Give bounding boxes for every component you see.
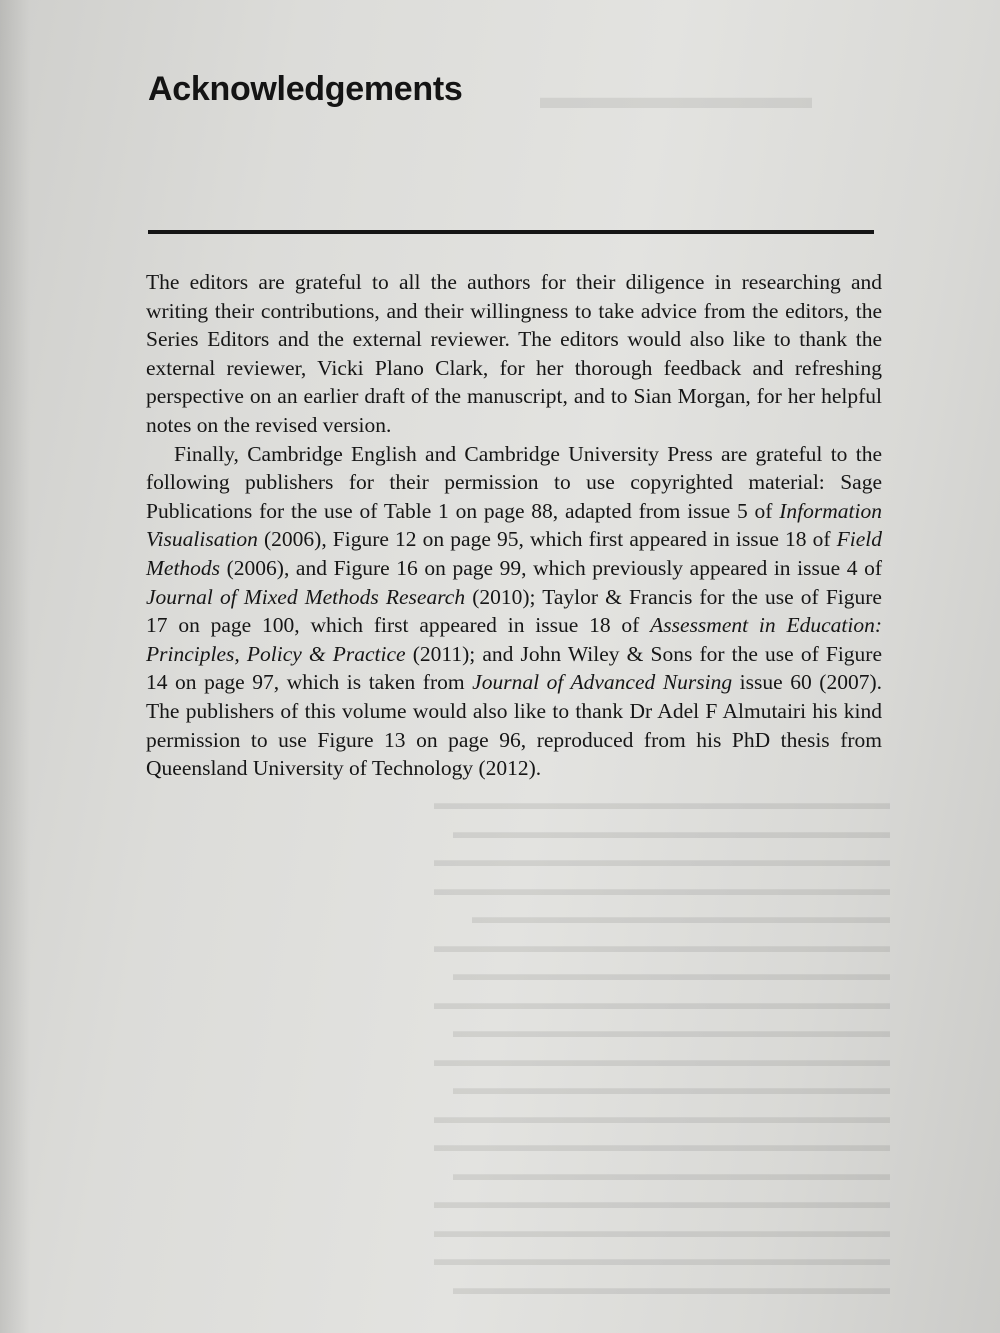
text-run: (2006), Figure 12 on page 95, which first appeared in issue 18 of [257,527,837,552]
publication-title: Information Visualisation [146,498,882,552]
text-run: issue 60 (2007). The publishers of this volume would also like to thank Dr Adel F Almutairi his kind permission to use Figure 13 on page 96, reproduced from his PhD thesis from Queensland University of Technology (2012). [146,670,882,781]
acknowledgements-body [146,268,882,783]
publication-title: Assessment in Education: Principles, Policy & Practice [146,613,882,666]
text-run: The editors are grateful to all the authors for their diligence in researching and writing their contributions, and their willingness to take advice from the editors, the Series Editors and the external reviewer. The editors would also like to thank the external reviewer, Vicki Plano Clark, for her thorough feedback and refreshing perspective on an earlier draft of the manuscript, and to Sian Morgan, for her helpful notes on the revised version. [146,270,882,437]
show-through-heading: ▬▬▬▬▬▬▬▬ [540,78,812,116]
publication-title: Journal of Mixed Methods Research [146,584,466,609]
binding-shadow [0,0,30,1333]
text-run: (2010); Taylor & Francis for the use of Figure 17 on page 100, which first appeared in issue 18 of [146,584,882,638]
publication-title: Journal of Advanced Nursing [472,670,733,695]
heading-rule [148,230,874,234]
paragraph-2 [146,440,882,783]
text-run: (2011); and John Wiley & Sons for the use of Figure 14 on page 97, which is taken from [146,641,882,695]
show-through-text: ▬▬▬▬▬▬▬▬▬▬▬▬▬▬▬▬▬▬▬▬▬▬▬▬ ▬▬▬▬▬▬▬▬▬▬▬▬▬▬▬▬▬▬▬▬▬▬▬ ▬▬▬▬▬▬▬▬▬▬▬▬▬▬▬▬▬▬▬▬▬▬▬▬ ▬▬▬▬▬▬▬▬▬▬▬▬▬▬▬▬▬▬▬▬▬▬▬▬ ▬▬▬▬▬▬▬▬▬▬▬▬▬▬▬▬▬▬▬▬▬▬ ▬▬▬▬▬▬▬▬▬▬▬▬▬▬▬▬▬▬▬▬▬▬▬▬ ▬▬▬▬▬▬▬▬▬▬▬▬▬▬▬▬▬▬▬▬▬▬▬ ▬▬▬▬▬▬▬▬▬▬▬▬▬▬▬▬▬▬▬▬▬▬▬▬ ▬▬▬▬▬▬▬▬▬▬▬▬▬▬▬▬▬▬▬▬▬▬▬ ▬▬▬▬▬▬▬▬▬▬▬▬▬▬▬▬▬▬▬▬▬▬▬▬ ▬▬▬▬▬▬▬▬▬▬▬▬▬▬▬▬▬▬▬▬▬▬▬ ▬▬▬▬▬▬▬▬▬▬▬▬▬▬▬▬▬▬▬▬▬▬▬▬ ▬▬▬▬▬▬▬▬▬▬▬▬▬▬▬▬▬▬▬▬▬▬▬▬ ▬▬▬▬▬▬▬▬▬▬▬▬▬▬▬▬▬▬▬▬▬▬▬ ▬▬▬▬▬▬▬▬▬▬▬▬▬▬▬▬▬▬▬▬▬▬▬▬ ▬▬▬▬▬▬▬▬▬▬▬▬▬▬▬▬▬▬▬▬▬▬▬▬ ▬▬▬▬▬▬▬▬▬▬▬▬▬▬▬▬▬▬▬▬▬▬▬▬ ▬▬▬▬▬▬▬▬▬▬▬▬▬▬▬▬▬▬▬▬▬▬▬ [434,793,890,1299]
paragraph-1 [146,268,882,440]
text-run: (2006), and Figure 16 on page 99, which previously appeared in issue 4 of [220,555,882,580]
page-title: Acknowledgements [148,70,463,108]
publication-title: Field Methods [146,527,882,580]
text-run: Finally, Cambridge English and Cambridge University Press are grateful to the following publishers for their permission to use copyrighted material: Sage Publications for the use of Table 1 on page 88, adapted from issue 5 of [146,441,882,523]
